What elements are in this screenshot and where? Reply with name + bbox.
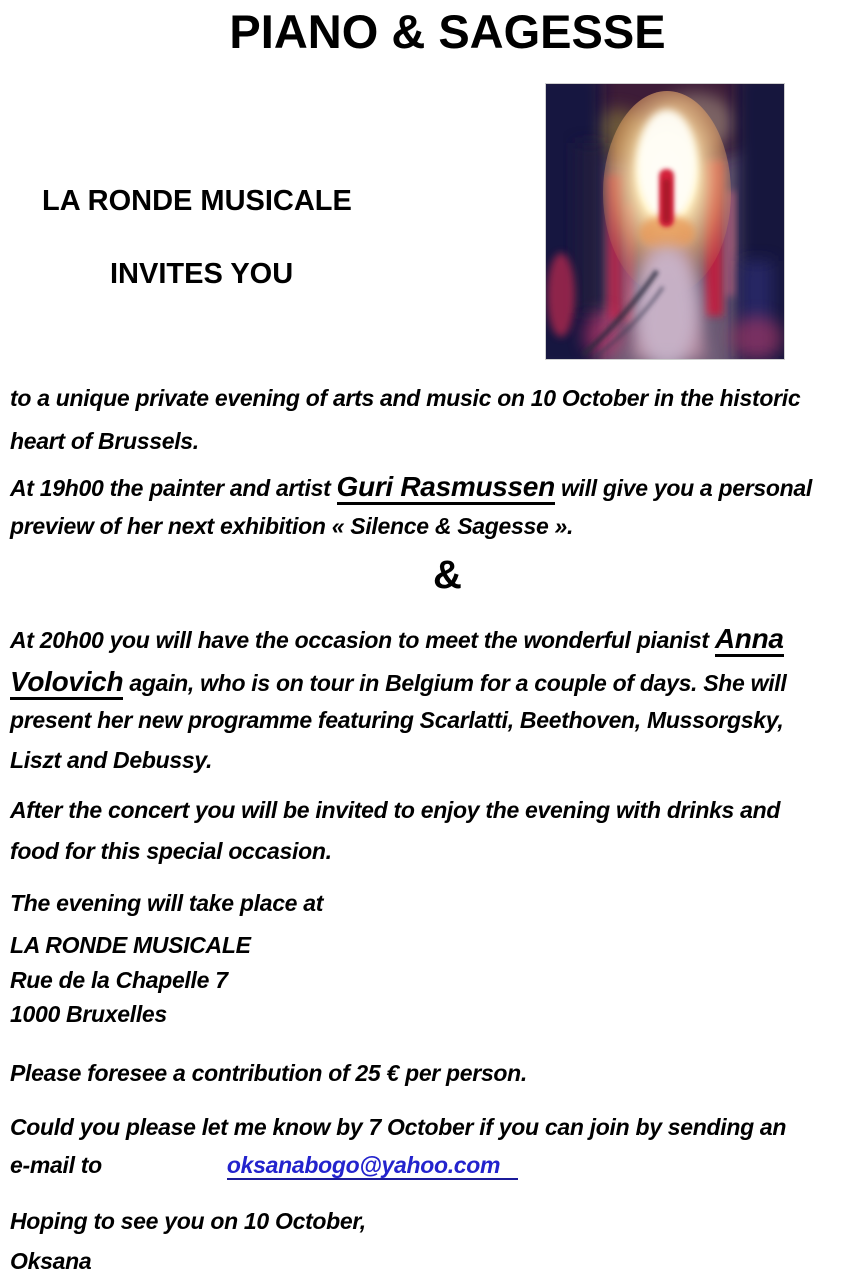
text-segment: LA RONDE MUSICALE (10, 932, 251, 958)
text-segment: Please foresee a contribution of 25 € per person. (10, 1060, 528, 1086)
text-segment: present her new programme featuring Scarlatti, Beethoven, Mussorgsky, (10, 707, 784, 733)
text-line (10, 890, 323, 917)
text-line (10, 1248, 91, 1275)
text-line (10, 747, 212, 774)
abstract-archway-painting (545, 83, 785, 360)
text-line (10, 385, 800, 412)
text-segment: 1000 Bruxelles (10, 1001, 167, 1027)
text-segment: to a unique private evening of arts and music on 10 October in the historic (10, 385, 801, 411)
ampersand-divider: & (433, 553, 462, 597)
text-line (10, 1001, 167, 1028)
document-title: PIANO & SAGESSE (229, 5, 666, 58)
text-segment: Could you please let me know by 7 October if you can join by sending an (10, 1114, 787, 1140)
text-line (10, 665, 786, 698)
text-line (10, 1152, 518, 1179)
text-segment: After the concert you will be invited to enjoy the evening with drinks and (10, 797, 781, 823)
text-line (10, 622, 784, 655)
text-line (10, 470, 812, 503)
text-line (10, 932, 251, 959)
tab-gap (102, 1172, 227, 1173)
text-segment: At 20h00 you will have the occasion to meet the wonderful pianist (10, 627, 715, 653)
text-segment: food for this special occasion. (10, 838, 332, 864)
text-segment: preview of her next exhibition « Silence & Sagesse ». (10, 513, 574, 539)
text-line (10, 797, 780, 824)
text-segment: Rue de la Chapelle 7 (10, 967, 228, 993)
text-line (10, 513, 573, 540)
text-segment: Hoping to see you on 10 October, (10, 1208, 366, 1234)
text-line (10, 707, 783, 734)
text-line (10, 1208, 366, 1235)
text-segment: At 19h00 the painter and artist (10, 475, 337, 501)
text-line (10, 967, 228, 994)
text-segment: e-mail to (10, 1152, 102, 1178)
email-link[interactable]: oksanabogo@yahoo.com (227, 1152, 518, 1180)
person-name-underlined: Anna (715, 623, 784, 657)
text-segment: Liszt and Debussy. (10, 747, 213, 773)
text-segment: will give you a personal (554, 475, 812, 501)
text-segment: Oksana (10, 1248, 92, 1274)
painting-image (545, 83, 785, 360)
text-line (10, 428, 199, 455)
header-line-la-ronde-musicale: LA RONDE MUSICALE (42, 185, 352, 217)
text-segment: The evening will take place at (10, 890, 324, 916)
text-line (10, 1114, 786, 1141)
person-name-underlined: Guri Rasmussen (337, 471, 555, 505)
text-line (10, 1060, 527, 1087)
text-line (10, 838, 332, 865)
text-segment: heart of Brussels. (10, 428, 199, 454)
header-line-invites-you: INVITES YOU (110, 258, 294, 290)
text-segment: again, who is on tour in Belgium for a couple of days. She will (123, 670, 787, 696)
person-name-underlined: Volovich (10, 666, 123, 700)
